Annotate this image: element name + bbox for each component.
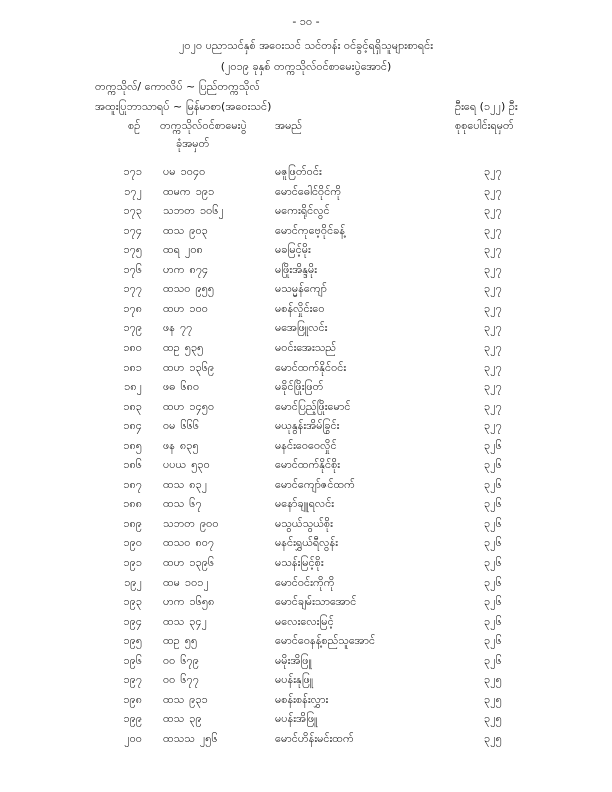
row-serial-number: ၁၇၂ — [124, 184, 142, 198]
table-row — [0, 204, 612, 223]
total-marks: ၃၂၇ — [484, 380, 502, 394]
candidate-name: မောင်ထက်နိုင်စိုး — [275, 458, 341, 472]
table-row — [0, 615, 612, 634]
row-serial-number: ၁၈၁ — [123, 360, 142, 374]
candidate-name: မောင်ထက်နိုင်ဝင်း — [275, 360, 347, 374]
candidate-name: မနင်းရွှယ်ရီလွန်း — [275, 536, 338, 550]
university-line: တက္ကသိုလ်/ ကောလိပ် ~ ပြည်တက္ကသိုလ် — [95, 80, 260, 93]
seat-number-cell — [163, 302, 208, 316]
total-marks: ၃၂၇ — [484, 360, 502, 374]
seat-number-cell — [163, 400, 214, 414]
table-row — [0, 302, 612, 321]
candidate-name: မောင်ကျော်ဇင်ထက် — [275, 477, 355, 491]
table-row — [0, 400, 612, 419]
seat-number: ၁၉၁ — [195, 184, 215, 198]
row-serial-number: ၁၈၀ — [123, 340, 142, 354]
seat-code: ထသ — [163, 614, 185, 628]
candidate-name: မဇူဖြတ်ဝင်း — [275, 165, 322, 178]
seat-number-cell — [163, 439, 199, 453]
subject-line: အထူးပြုဘာသာရပ် ~ မြန်မာစာ(အဝေးသင်) — [95, 100, 272, 113]
seat-number: ၉၃၁ — [189, 692, 208, 706]
seat-number: ၆၇ — [189, 497, 202, 511]
seat-code: ပမ — [163, 165, 176, 178]
seat-number: ၆၈၀ — [180, 380, 200, 394]
candidate-name: မမိုးအိဖြူ — [275, 653, 312, 667]
table-row — [0, 576, 612, 595]
seat-code: ထသဝ — [163, 536, 191, 550]
row-serial-number: ၁၉၅ — [123, 634, 142, 648]
seat-number: ၈၀၇ — [195, 536, 215, 550]
table-row — [0, 282, 612, 301]
row-serial-number: ၁၉၀ — [123, 536, 142, 550]
candidate-name: မယုနွန်းအိမ်ခြွင်း — [275, 419, 340, 433]
seat-number-cell — [163, 497, 202, 511]
header-name: အမည် — [275, 119, 303, 132]
table-row — [0, 595, 612, 614]
seat-code: ထဥ — [163, 340, 180, 354]
seat-code: ဟက — [163, 262, 185, 276]
row-serial-number: ၁၇၆ — [123, 262, 142, 276]
seat-code: ထမက — [163, 184, 191, 198]
row-serial-number: ၁၉၁ — [123, 556, 142, 569]
seat-number-cell — [163, 380, 199, 394]
seat-number: ၆၇၇ — [180, 673, 199, 687]
table-row — [0, 536, 612, 555]
total-marks: ၃၂၆ — [484, 497, 502, 511]
table-row — [0, 478, 612, 497]
seat-code: ထသ — [163, 223, 185, 237]
table-row — [0, 419, 612, 438]
seat-number-cell — [163, 654, 199, 668]
total-marks: ၃၂၆ — [484, 536, 502, 550]
candidate-name: မဝင်းအေးသည် — [275, 340, 337, 354]
total-marks: ၃၂၆ — [484, 614, 502, 628]
candidate-name: မပန်းနုဖြူ — [275, 673, 314, 687]
seat-number: ၁၃၉၆ — [189, 556, 215, 569]
row-serial-number: ၁၈၈ — [123, 497, 142, 511]
seat-number: ၆၆၆ — [180, 419, 200, 433]
row-serial-number: ၁၈၃ — [123, 399, 142, 413]
seat-number: ၅၃၅ — [184, 340, 204, 354]
row-serial-number: ၁၇၁ — [123, 165, 142, 178]
seat-code: ထရ — [163, 243, 180, 257]
row-serial-number: ၁၉၈ — [123, 692, 142, 706]
seat-code: သဘတ — [163, 204, 195, 218]
seat-code: ထဟ — [163, 556, 185, 569]
seat-number-cell — [163, 693, 208, 707]
table-row — [0, 243, 612, 262]
candidate-name: မသွယ်သွယ်စိုး — [275, 516, 333, 530]
table-row — [0, 439, 612, 458]
seat-code: ဝမ — [163, 419, 176, 433]
seat-number-cell — [163, 556, 214, 570]
row-serial-number: ၁၈၆ — [123, 458, 142, 472]
header-serial-number: စဉ် — [128, 119, 141, 132]
seat-code: ထဟ — [163, 301, 185, 315]
seat-number: ၅၅ — [184, 634, 198, 648]
seat-number: ၃၄၂ — [189, 614, 208, 628]
total-marks: ၃၂၆ — [484, 516, 502, 530]
seat-number-cell — [163, 458, 210, 472]
seat-code: ထသ — [163, 477, 185, 491]
table-row — [0, 185, 612, 204]
total-marks: ၃၂၇ — [484, 282, 502, 296]
row-serial-number: ၁၉၉ — [123, 712, 142, 726]
total-marks: ၃၂၇ — [484, 184, 502, 198]
candidate-name: မကေးရိုင်လွင် — [275, 204, 330, 218]
total-marks: ၃၂၆ — [484, 595, 502, 609]
row-serial-number: ၁၉၇ — [123, 673, 142, 687]
row-serial-number: ၁၇၇ — [123, 282, 142, 296]
seat-code: ဟက — [163, 595, 185, 609]
total-marks: ၃၂၅ — [484, 731, 502, 745]
table-row — [0, 263, 612, 282]
row-serial-number: ၁၇၈ — [123, 301, 142, 315]
seat-code: ထဟ — [163, 399, 185, 413]
total-marks: ၃၂၇ — [484, 204, 502, 218]
seat-code: ထသသ — [163, 731, 195, 745]
total-marks: ၃၂၆ — [484, 477, 502, 491]
seat-number-cell — [163, 204, 224, 218]
seat-number-cell — [163, 282, 214, 296]
seat-number-cell — [163, 712, 202, 726]
seat-number-cell — [163, 341, 203, 355]
seat-number: ၅၃၀ — [191, 458, 210, 472]
row-serial-number: ၁၇၅ — [123, 243, 142, 257]
candidate-name: မသန်းမြင့်စိုး — [275, 556, 324, 569]
seat-number: ၃၉ — [189, 712, 202, 726]
total-marks: ၃၂၇ — [484, 165, 502, 178]
results-table-body — [0, 165, 612, 765]
total-marks: ၃၂၆ — [484, 556, 502, 569]
seat-number: ၁၀၀ — [189, 301, 208, 315]
table-row — [0, 634, 612, 653]
seat-code: ထဥ — [163, 634, 180, 648]
seat-number: ၉၀၀ — [199, 516, 219, 530]
total-marks: ၃၂၇ — [484, 399, 502, 413]
seat-number: ၈၇၄ — [189, 262, 209, 276]
seat-code: သဘတ — [163, 516, 195, 530]
candidate-name: မခိုင်ဖြိုးဖြတ် — [275, 380, 324, 394]
row-serial-number: ၁၉၃ — [123, 595, 142, 609]
total-marks: ၃၂၇ — [484, 223, 502, 237]
seat-number: ၁၀၁၂ — [184, 575, 209, 589]
seat-number-cell — [163, 536, 214, 550]
table-row — [0, 517, 612, 536]
candidate-name: မောင်ဝေနန့်စည်သူအောင် — [275, 634, 376, 648]
page-number: - ၁၀ - — [292, 15, 320, 28]
seat-code: ထဟ — [163, 360, 185, 374]
seat-number: ၂၀၈ — [184, 243, 203, 257]
candidate-name: မောင်ဝင်းကိုကို — [275, 575, 335, 589]
row-serial-number: ၁၇၃ — [123, 204, 142, 218]
seat-number-cell — [163, 224, 208, 238]
candidate-name: မစန်လှိုင်းဝေ — [275, 301, 325, 315]
seat-number: ၁၃၆၉ — [189, 360, 215, 374]
total-marks: ၃၂၆ — [484, 575, 502, 589]
candidate-name: မအေဖြူလင်း — [275, 321, 328, 335]
table-row — [0, 693, 612, 712]
total-marks: ၃၂၇ — [484, 262, 502, 276]
seat-number: ၇၇ — [179, 321, 193, 335]
total-marks: ၃၂၅ — [484, 673, 502, 687]
seat-number-cell — [163, 732, 218, 746]
seat-number: ၉၅၅ — [195, 282, 215, 296]
row-serial-number: ၁၉၂ — [124, 575, 142, 589]
seat-code: ထသ — [163, 712, 185, 726]
seat-number: ၁၀၄၀ — [180, 165, 206, 178]
total-marks: ၃၂၇ — [484, 243, 502, 257]
seat-number-cell — [163, 185, 214, 199]
table-row — [0, 673, 612, 692]
table-row — [0, 224, 612, 243]
candidate-name: မသမ္မန်ကျော် — [275, 282, 327, 296]
seat-code: ဝဝ — [163, 653, 176, 667]
seat-number-cell — [163, 615, 207, 629]
candidate-name: မခမြင့်မိုး — [275, 243, 311, 257]
row-serial-number: ၁၈၄ — [123, 419, 142, 433]
seat-number: ၂၅၆ — [199, 731, 218, 745]
seat-code: ဝဝ — [163, 673, 176, 687]
total-marks: ၃၂၇ — [484, 301, 502, 315]
candidate-name: မလေးလေးမြင့် — [275, 614, 334, 628]
candidate-name: မပန်းအိဖြူ — [275, 712, 318, 726]
row-serial-number: ၁၇၉ — [123, 321, 142, 335]
header-seat-number-line1: တက္ကသိုလ်ဝင်စာမေးပွဲ — [160, 119, 247, 132]
row-serial-number: ၁၈၅ — [123, 438, 142, 452]
seat-number: ၈၃၅ — [179, 438, 199, 452]
candidate-count: ဦးရေ (၁၂၂) ဦး — [455, 100, 518, 113]
seat-number: ၁၀၆၂ — [199, 204, 224, 218]
table-row — [0, 165, 612, 184]
candidate-name: မဖြိုးအိန္ဒမိုး — [275, 262, 318, 276]
seat-code: ဖန — [163, 321, 175, 335]
seat-number-cell — [163, 576, 209, 590]
row-serial-number: ၁၈၂ — [124, 380, 142, 394]
table-row — [0, 556, 612, 575]
row-serial-number: ၁၈၇ — [123, 477, 142, 491]
seat-number: ၉၀၃ — [189, 223, 208, 237]
seat-number-cell — [163, 361, 214, 375]
total-marks: ၃၂၅ — [484, 692, 502, 706]
candidate-name: မောင်ဟိန်းမင်းထက် — [275, 731, 354, 745]
seat-number-cell — [163, 478, 207, 492]
total-marks: ၃၂၅ — [484, 712, 502, 726]
table-row — [0, 497, 612, 516]
table-row — [0, 458, 612, 477]
candidate-name: မနော်ချူရလင်း — [275, 497, 335, 511]
seat-code: ထမ — [163, 575, 180, 589]
total-marks: ၃၂၆ — [484, 458, 502, 472]
seat-code: ထသ — [163, 497, 185, 511]
candidate-name: မောင်ကုဗေ့ဝိုင်ခန့် — [275, 223, 346, 237]
row-serial-number: ၂၀၀ — [124, 731, 142, 745]
seat-number: ၁၆၅၈ — [189, 595, 215, 609]
seat-number-cell — [163, 634, 197, 648]
table-row — [0, 732, 612, 751]
header-seat-number-line2: ခုံအမှတ် — [176, 137, 210, 150]
seat-code: ပပယ — [163, 458, 187, 472]
seat-code: ထသဝ — [163, 282, 191, 296]
seat-code: ထသ — [163, 692, 185, 706]
total-marks: ၃၂၆ — [484, 653, 502, 667]
seat-number: ၈၃၂ — [189, 477, 208, 491]
candidate-name: မစန်းစန်းလွှား — [275, 692, 329, 706]
candidate-name: မောင်ချမ်းသာအောင် — [275, 595, 357, 609]
seat-number-cell — [163, 321, 192, 335]
total-marks: ၃၂၇ — [484, 321, 502, 335]
row-serial-number: ၁၉၄ — [123, 614, 142, 628]
table-row — [0, 380, 612, 399]
seat-number-cell — [163, 263, 208, 277]
candidate-name: မနင်းဝေဝေလှိုင် — [275, 438, 337, 452]
table-row — [0, 361, 612, 380]
candidate-name: မောင်ဓေါင်ဝိုင်ကို — [275, 184, 342, 198]
total-marks: ၃၂၇ — [484, 419, 502, 433]
row-serial-number: ၁၉၆ — [123, 653, 142, 667]
seat-number-cell — [163, 673, 199, 687]
total-marks: ၃၂၆ — [484, 438, 502, 452]
seat-number-cell — [163, 595, 214, 609]
total-marks: ၃၂၇ — [484, 340, 502, 354]
table-row — [0, 321, 612, 340]
seat-number: ၆၇၉ — [180, 653, 199, 667]
seat-number: ၁၄၅၀ — [189, 399, 215, 413]
seat-number-cell — [163, 165, 205, 179]
row-serial-number: ၁၈၉ — [123, 516, 142, 530]
document-subtitle: (၂၀၁၉ ခုနှစ် တက္ကသိုလ်ဝင်စာမေးပွဲအောင်) — [220, 60, 392, 73]
seat-number-cell — [163, 517, 219, 531]
seat-code: ဖဓ — [163, 380, 176, 394]
total-marks: ၃၂၆ — [484, 634, 502, 648]
header-total-marks: စုစုပေါင်းရမှတ် — [455, 119, 514, 132]
table-row — [0, 654, 612, 673]
row-serial-number: ၁၇၄ — [123, 223, 142, 237]
seat-number-cell — [163, 419, 199, 433]
table-row — [0, 712, 612, 731]
candidate-name: မောင်ပြည့်ဖြိုးမောင် — [275, 399, 351, 413]
document-title: ၂၀၂၀ ပညာသင်နှစ် အဝေးသင် သင်တန်း ဝင်ခွင့်ရရှိသူများစာရင်း — [178, 39, 433, 52]
table-row — [0, 341, 612, 360]
seat-number-cell — [163, 243, 203, 257]
seat-code: ဖန — [163, 438, 175, 452]
